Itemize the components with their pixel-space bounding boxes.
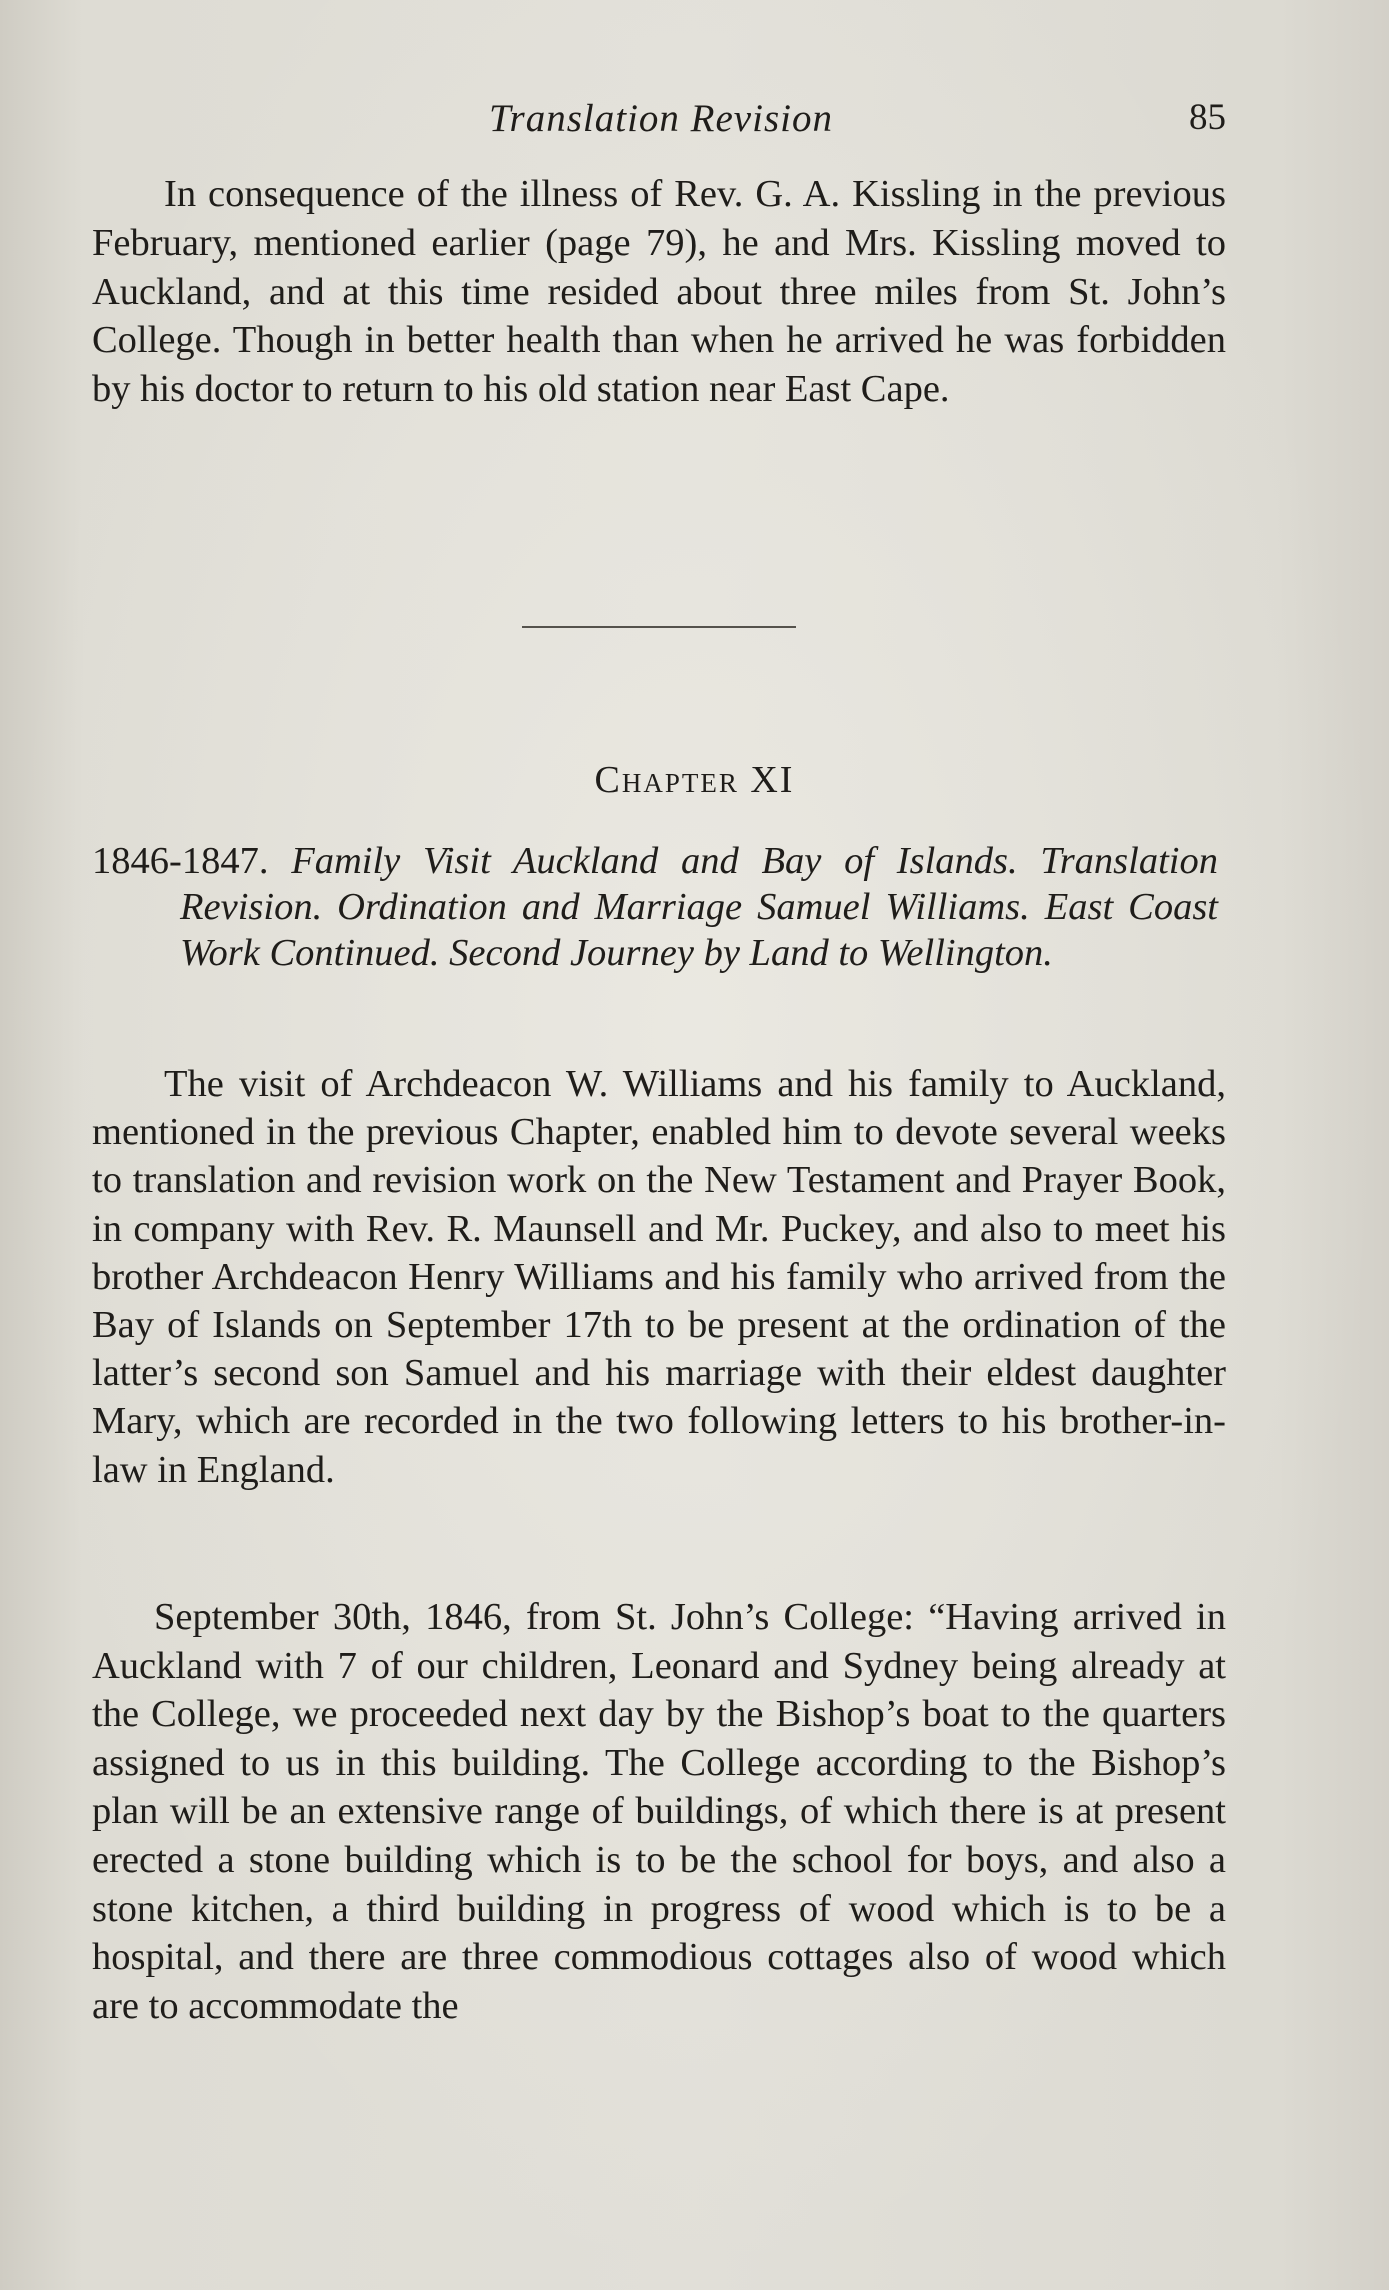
paragraph-visit: The visit of Archdeacon W. Williams and his family to Auckland, mentioned in the previous Chapter, enabled him to devote several weeks to translation and revision work on the New Testament and Prayer Book, in company with Rev. R. Maunsell and Mr. Puckey, and also to meet his brother Archdeacon Henry Williams and his family who arrived from the Bay of Islands on September 17th to be present at the ordination of the latter’s second son Samuel and his marriage with their eldest daughter Mary, which are recorded in the two following letters to his brother-in-law in England.	[92, 1063, 1226, 1491]
running-head	[96, 96, 1226, 146]
chapter-years: 1846-1847.	[92, 840, 269, 882]
paragraph-kissling: In consequence of the illness of Rev. G. A. Kissling in the previous February, mentioned earlier (page 79), he and Mrs. Kissling moved to Auckland, and at this time resided about three miles from St. John’s College. Though in better health than when he arrived he was forbidden by his doctor to return to his old station near East Cape.	[92, 173, 1226, 411]
section-divider	[522, 626, 796, 628]
chapter-heading: Chapter XI	[594, 759, 795, 801]
paragraph-letter: September 30th, 1846, from St. John’s College: “Having arrived in Auckland with 7 of our children, Leonard and Sydney being already at the College, we proceeded next day by the Bishop’s boat to the quarters assigned to us in this building. The College according to the Bishop’s plan will be an extensive range of buildings, of which there is at present erected a stone building which is to be the school for boys, and also a stone kitchen, a third building in progress of wood which is to be a hospital, and there are three commodious cottages also of wood which are to accommodate the	[92, 1596, 1226, 2027]
chapter-topics: Family Visit Auckland and Bay of Islands. Translation Revision. Ordination and Marriage Samuel Williams. East Coast Work Continued. Second Journey by Land to Wellington.	[180, 840, 1219, 974]
page-number: 85	[1189, 97, 1226, 138]
running-title: Translation Revision	[489, 97, 833, 140]
chapter-synopsis	[92, 838, 1218, 976]
